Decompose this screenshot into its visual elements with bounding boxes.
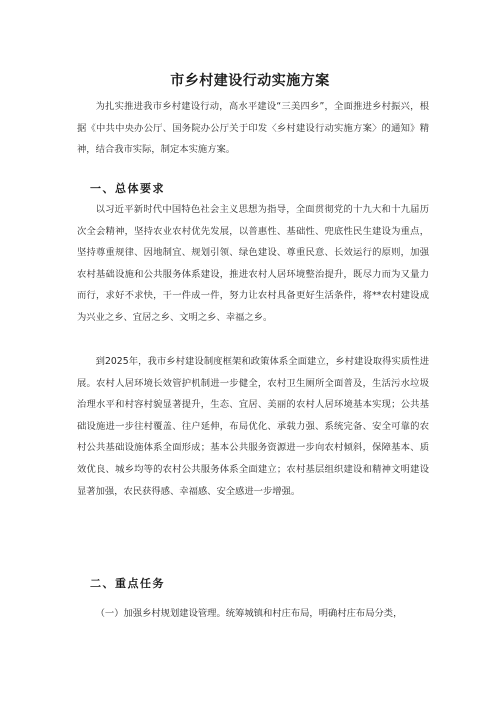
section-heading-key-tasks: 二、重点任务 — [90, 577, 165, 590]
body-paragraph: 以习近平新时代中国特色社会主义思想为指导，全面贯彻党的十九大和十九届历次全会精神，坚持农业农村优先发展，以普惠性、基础性、兜底性民生建设为重点，坚持尊重规律、因地制宜、规划引领、绿色建设、尊重民意、长效运行的原则，加强农村基础设施和公共服务体系建设，推进农村人居环境整治提升，既尽力而为又量力而行，求好不求快，干一件成一件，努力让农村具备更好生活条件，将**农村建设成为兴业之乡、宜居之乡、文明之乡、幸福之乡。 — [77, 204, 429, 323]
body-paragraph: （一）加强乡村规划建设管理。统筹城镇和村庄布局，明确村庄布局分类， — [95, 608, 403, 619]
document-title: 市乡村建设行动实施方案 — [170, 73, 330, 89]
intro-paragraph: 为扎实推进我市乡村建设行动，高水平建设“三美四乡”，全面推进乡村振兴，根据《中共中央办公厅、国务院办公厅关于印发〈乡村建设行动实施方案〉的通知》精神，结合我市实际，制定本实施方案。 — [77, 101, 429, 156]
body-paragraph: 到2025年，我市乡村建设制度框架和政策体系全面建立，乡村建设取得实质性进展。农村人居环境长效管护机制进一步健全，农村卫生厕所全面普及，生活污水垃圾治理水平和村容村貌显著提升，生态、宜居、美丽的农村人居环境基本实现；公共基础设施进一步往村覆盖、往户延伸，布局优化、承载力强、系统完备、安全可靠的农村公共基础设施体系全面形成；基本公共服务资源进一步向农村倾斜，保障基本、质效优良、城乡均等的农村公共服务体系全面建立；农村基层组织建设和精神文明建设显著加强，农民获得感、幸福感、安全感进一步增强。 — [77, 356, 429, 497]
section-heading-general-requirements: 一、总体要求 — [90, 182, 165, 195]
